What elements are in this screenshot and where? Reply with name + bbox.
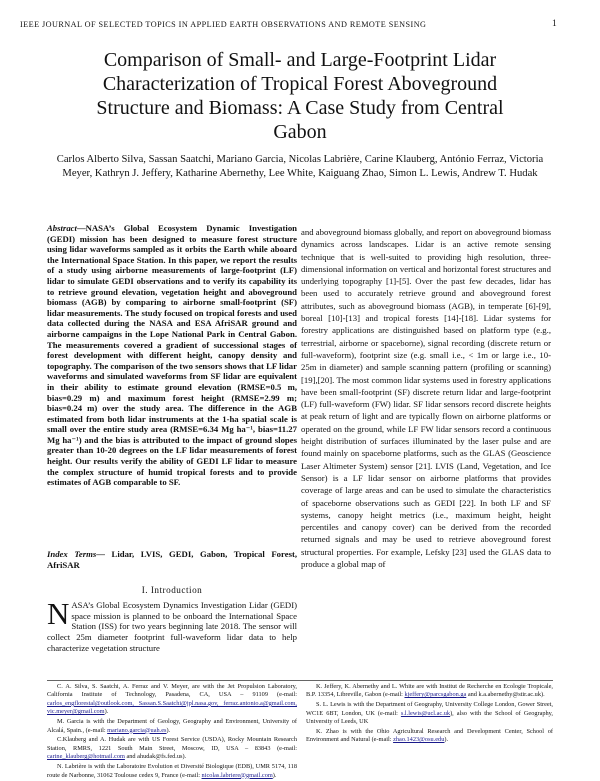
footnote-text: ).: [104, 708, 109, 716]
introduction-text: ASA’s Global Ecosystem Dynamics Investigation Lidar (GEDI) space mission is planned to be onboard the International Space Station (ISS) for two years beginning late 2018. The sensor will collect 25m diameter footprint full-waveform lidar data to help characterize vegetation structure: [47, 600, 297, 653]
author-list: Carlos Alberto Silva, Sassan Saatchi, Mariano Garcia, Nicolas Labrière, Carine Klauberg, António Ferraz, Victoria Meyer, Kathryn J. Jeffery, Katharine Abernethy, Lee White, Kaiguang Zhao, Simon L. Lewis, Andrew T. Hudak: [56, 154, 544, 179]
email-link[interactable]: mariano.garcia@uah.es: [107, 726, 167, 734]
footnote-text: ).: [166, 726, 171, 734]
footnote-text: and ahudak@fs.fed.us).: [124, 753, 187, 761]
footnote: [306, 683, 553, 700]
drop-cap: N: [47, 596, 70, 631]
footnote-divider: [47, 680, 553, 681]
abstract: [47, 223, 297, 488]
footnote: [306, 701, 553, 726]
email-link[interactable]: carlos_engflorestal@outlook.com, Sassan.S.Saatchi@jpl.nasa.gov, ferraz.antonio.a@gmail.com, vic.meyer@gmail.com: [47, 699, 297, 716]
footnote-text: N. Labrière is with the Laboratoire Evolution et Diversité Biologique (EDB), UMR 5174, 118 route de Narbonne, 31062 Toulouse cedex 9, France (e-mail:: [47, 763, 297, 779]
footnote: [47, 763, 297, 780]
email-link[interactable]: carine_klauberg@hotmail.com: [47, 753, 125, 761]
introduction-paragraph: [47, 596, 297, 654]
footnotes-right: [306, 683, 553, 746]
abstract-text: —NASA’s Global Ecosystem Dynamic Investigation (GEDI) mission has been designed to measure forest structure using lidar waveforms sampled as it orbits the Earth while aboard the International Space Station. In this paper, we report the results of a study using airborne measurements of large-footprint (LF) lidar to simulate GEDI observations and to verify its capability its to retrieve ground elevation, vegetation height and aboveground biomass (AGB) by comparing to airborne small-footprint (SF) lidar measurements. The study focused on tropical forests and used data collected during the NASA and ESA AfriSAR ground and airborne campaigns in the Lope National Park in Central Gabon. The measurements covered a gradient of successional stages of forest development with different height, canopy density and topography. The comparison of the two sensors shows that LF lidar waveforms and simulated waveforms from SF lidar are equivalent in their ability to estimate ground elevation (RMSE=0.5 m, bias=0.29 m) and maximum forest height (RMSE=2.99 m; bias=0.24 m) over the study area. The difference in the AGB estimated from both lidar instruments at the 1-ha spatial scale is small over the entire study area (RMSE=6.34 Mg ha⁻¹, bias=11.27 Mg ha⁻¹) and the bias is attributed to the impact of ground slopes greater than 10-20 degrees on the LF lidar measurements of forest height. Our results verify the ability of GEDI LF lidar to measure the complex structure of humid tropical forests and to provide estimates of AGB comparable to SF.: [47, 223, 297, 488]
right-column-text: and aboveground biomass globally, and report on aboveground biomass dynamics across landscapes. Lidar is an active remote sensing technique that is well-suited to providing high resolution, three-dimensional information on vertical and horizontal forest structures and underlying topography [1]-[5]. Over the past few decades, lidar has been used to accurately retrieve ground and aboveground forest attributes, such as aboveground biomass (AGB), in temperate [6]-[9], boreal [10]-[13] and tropical forests [14]-[18]. Lidar systems for forestry applications are distinguished based on platform type (e.g., terrestrial, airborne or spaceborne), signal recording (discrete return or full-waveform), footprint size (e.g. small i.e., < 1m or large i.e., 10-25m in diameter) and sample scanning pattern (profiling or scanning) [19],[20]. The most common lidar systems used in forestry applications have been small-footprint (SF) discrete return lidar and large-footprint (LF) full-waveform (FW) lidar. SF lidar sensors record discrete heights at peak return of light and are typically flown on airborne platforms or operated on the ground, while LF FW lidar sensors record a continuous height distribution of surfaces illuminated by the laser pulse and are found mainly on spaceborne platforms, such as the GLAS (Geoscience Laser Altimeter System) sensor [21]. LVIS (Land, Vegetation, and Ice Sensor) is a LF lidar sensor on airborne platforms that provides coverage of large areas and can be used to simulate the characteristics of spaceborne observations such as GEDI [22]. In both LF and SF systems, canopy height metrics (i.e., maximum height, height percentiles and canopy cover) can be derived from the recorded returned signals and may be used to retrieve aboveground forest structural properties. For example, Lefsky [23] used the GLAS data to produce a global map of: [301, 227, 551, 570]
footnotes-left: [47, 683, 297, 781]
footnote-text: ), also with the School of Geography, University of Leeds, UK: [306, 709, 553, 726]
index-terms-label: Index Terms: [47, 549, 97, 559]
footnote-text: C.Klauberg and A. Hudak are with US Forest Service (USDA), Rocky Mountain Research Station, RMRS, 1221 South Main Street, Moscow, ID, USA – 83843 (e-mail:: [47, 736, 297, 752]
index-terms-text: — Lidar, LVIS, GEDI, Gabon, Tropical Forest, AfriSAR: [47, 549, 298, 570]
page-number: 1: [552, 19, 557, 29]
footnote: [306, 728, 553, 745]
email-link[interactable]: s.l.lewis@ucl.ac.uk: [400, 709, 451, 717]
email-link[interactable]: zhao.1423@osu.edu: [393, 736, 445, 744]
email-link[interactable]: kjeffery@parcsgabon.ga: [404, 691, 467, 699]
section-heading-introduction: I. Introduction: [141, 585, 203, 595]
footnote-text: K. Zhao is with the Ohio Agricultural Research and Development Center, School of Environment and Natural (e-mail:: [306, 728, 553, 744]
index-terms: [47, 549, 297, 571]
footnote-text: M. Garcia is with the Department of Geology, Geography and Environment, University of Alcalá, Spain., (e-mail:: [47, 718, 297, 734]
footnote: [47, 736, 297, 761]
footnote-text: K. Jeffery, K. Abernethy and L. White are with Institut de Recherche en Ecologie Tropicale, B.P. 13354, Libreville, Gabon (e-mail:: [306, 683, 553, 699]
footnote-text: C. A. Silva, S. Saatchi, A. Ferraz and V. Meyer, are with the Jet Propulsion Laboratory, California Institute of Technology, Pasadena, CA, USA – 91109 (e-mail:: [47, 683, 297, 699]
footnote-text: S. L. Lewis is with the Department of Geography, University College London, Gower Street, WC1E 6BT, London, UK (e-mail:: [306, 701, 553, 717]
footnote-text: ).: [272, 771, 277, 779]
footnote-text: ).: [444, 736, 449, 744]
footnote-text: and k.a.abernethy@stir.ac.uk).: [466, 691, 545, 699]
footnote: [47, 718, 297, 735]
email-link[interactable]: nicolas.labriere@gmail.com: [201, 771, 273, 779]
paper-title: Comparison of Small- and Large-Footprint Lidar Characterization of Tropical Forest Aboveground Structure and Biomass: A Case Study from Central Gabon: [96, 49, 504, 143]
running-head: IEEE JOURNAL OF SELECTED TOPICS IN APPLIED EARTH OBSERVATIONS AND REMOTE SENSING: [20, 20, 427, 29]
footnote: [47, 683, 297, 717]
abstract-label: Abstract: [47, 223, 77, 233]
